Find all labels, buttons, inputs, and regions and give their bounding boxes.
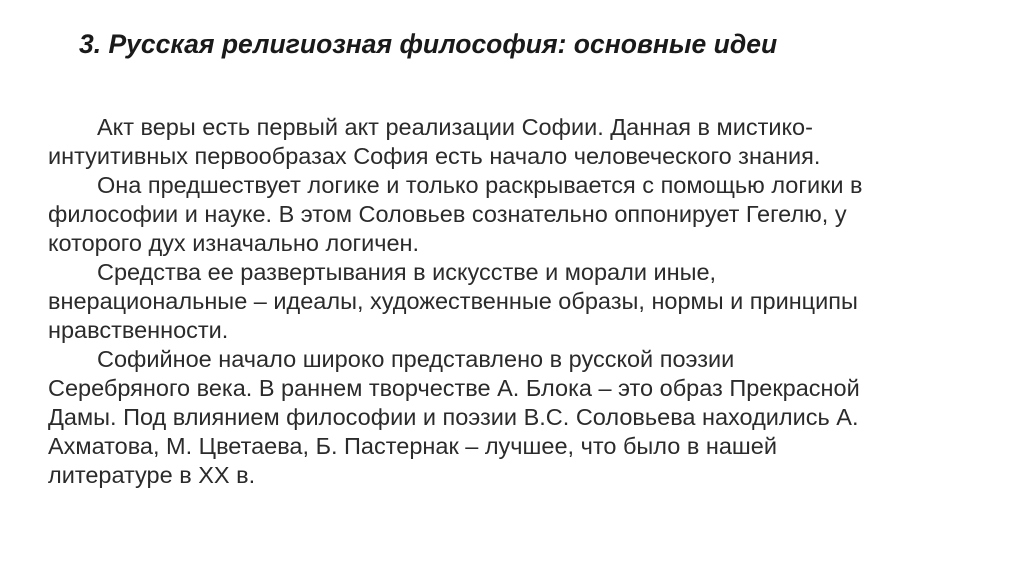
body-line: Ахматова, М. Цветаева, Б. Пастернак – лучшее, что было в нашей xyxy=(48,433,777,459)
body-line: Акт веры есть первый акт реализации Софии. Данная в мистико- xyxy=(97,114,813,140)
body-line: Софийное начало широко представлено в русской поэзии xyxy=(97,346,735,372)
body-line: которого дух изначально логичен. xyxy=(48,230,420,256)
body-line: Дамы. Под влиянием философии и поэзии В.С. Соловьева находились А. xyxy=(48,404,859,430)
body-line: нравственности. xyxy=(48,317,229,343)
body-line: Серебряного века. В раннем творчестве А. Блока – это образ Прекрасной xyxy=(48,375,860,401)
body-line: интуитивных первообразах София есть начало человеческого знания. xyxy=(48,143,821,169)
body-line: внерациональные – идеалы, художественные образы, нормы и принципы xyxy=(48,288,858,314)
body-line: Она предшествует логике и только раскрывается с помощью логики в xyxy=(97,172,863,198)
slide-body xyxy=(48,113,1008,490)
body-line: Средства ее развертывания в искусстве и морали иные, xyxy=(97,259,717,285)
body-line: литературе в ХХ в. xyxy=(48,462,256,488)
body-line: философии и науке. В этом Соловьев сознательно оппонирует Гегелю, у xyxy=(48,201,847,227)
slide-title: 3. Русская религиозная философия: основные идеи xyxy=(79,29,778,59)
